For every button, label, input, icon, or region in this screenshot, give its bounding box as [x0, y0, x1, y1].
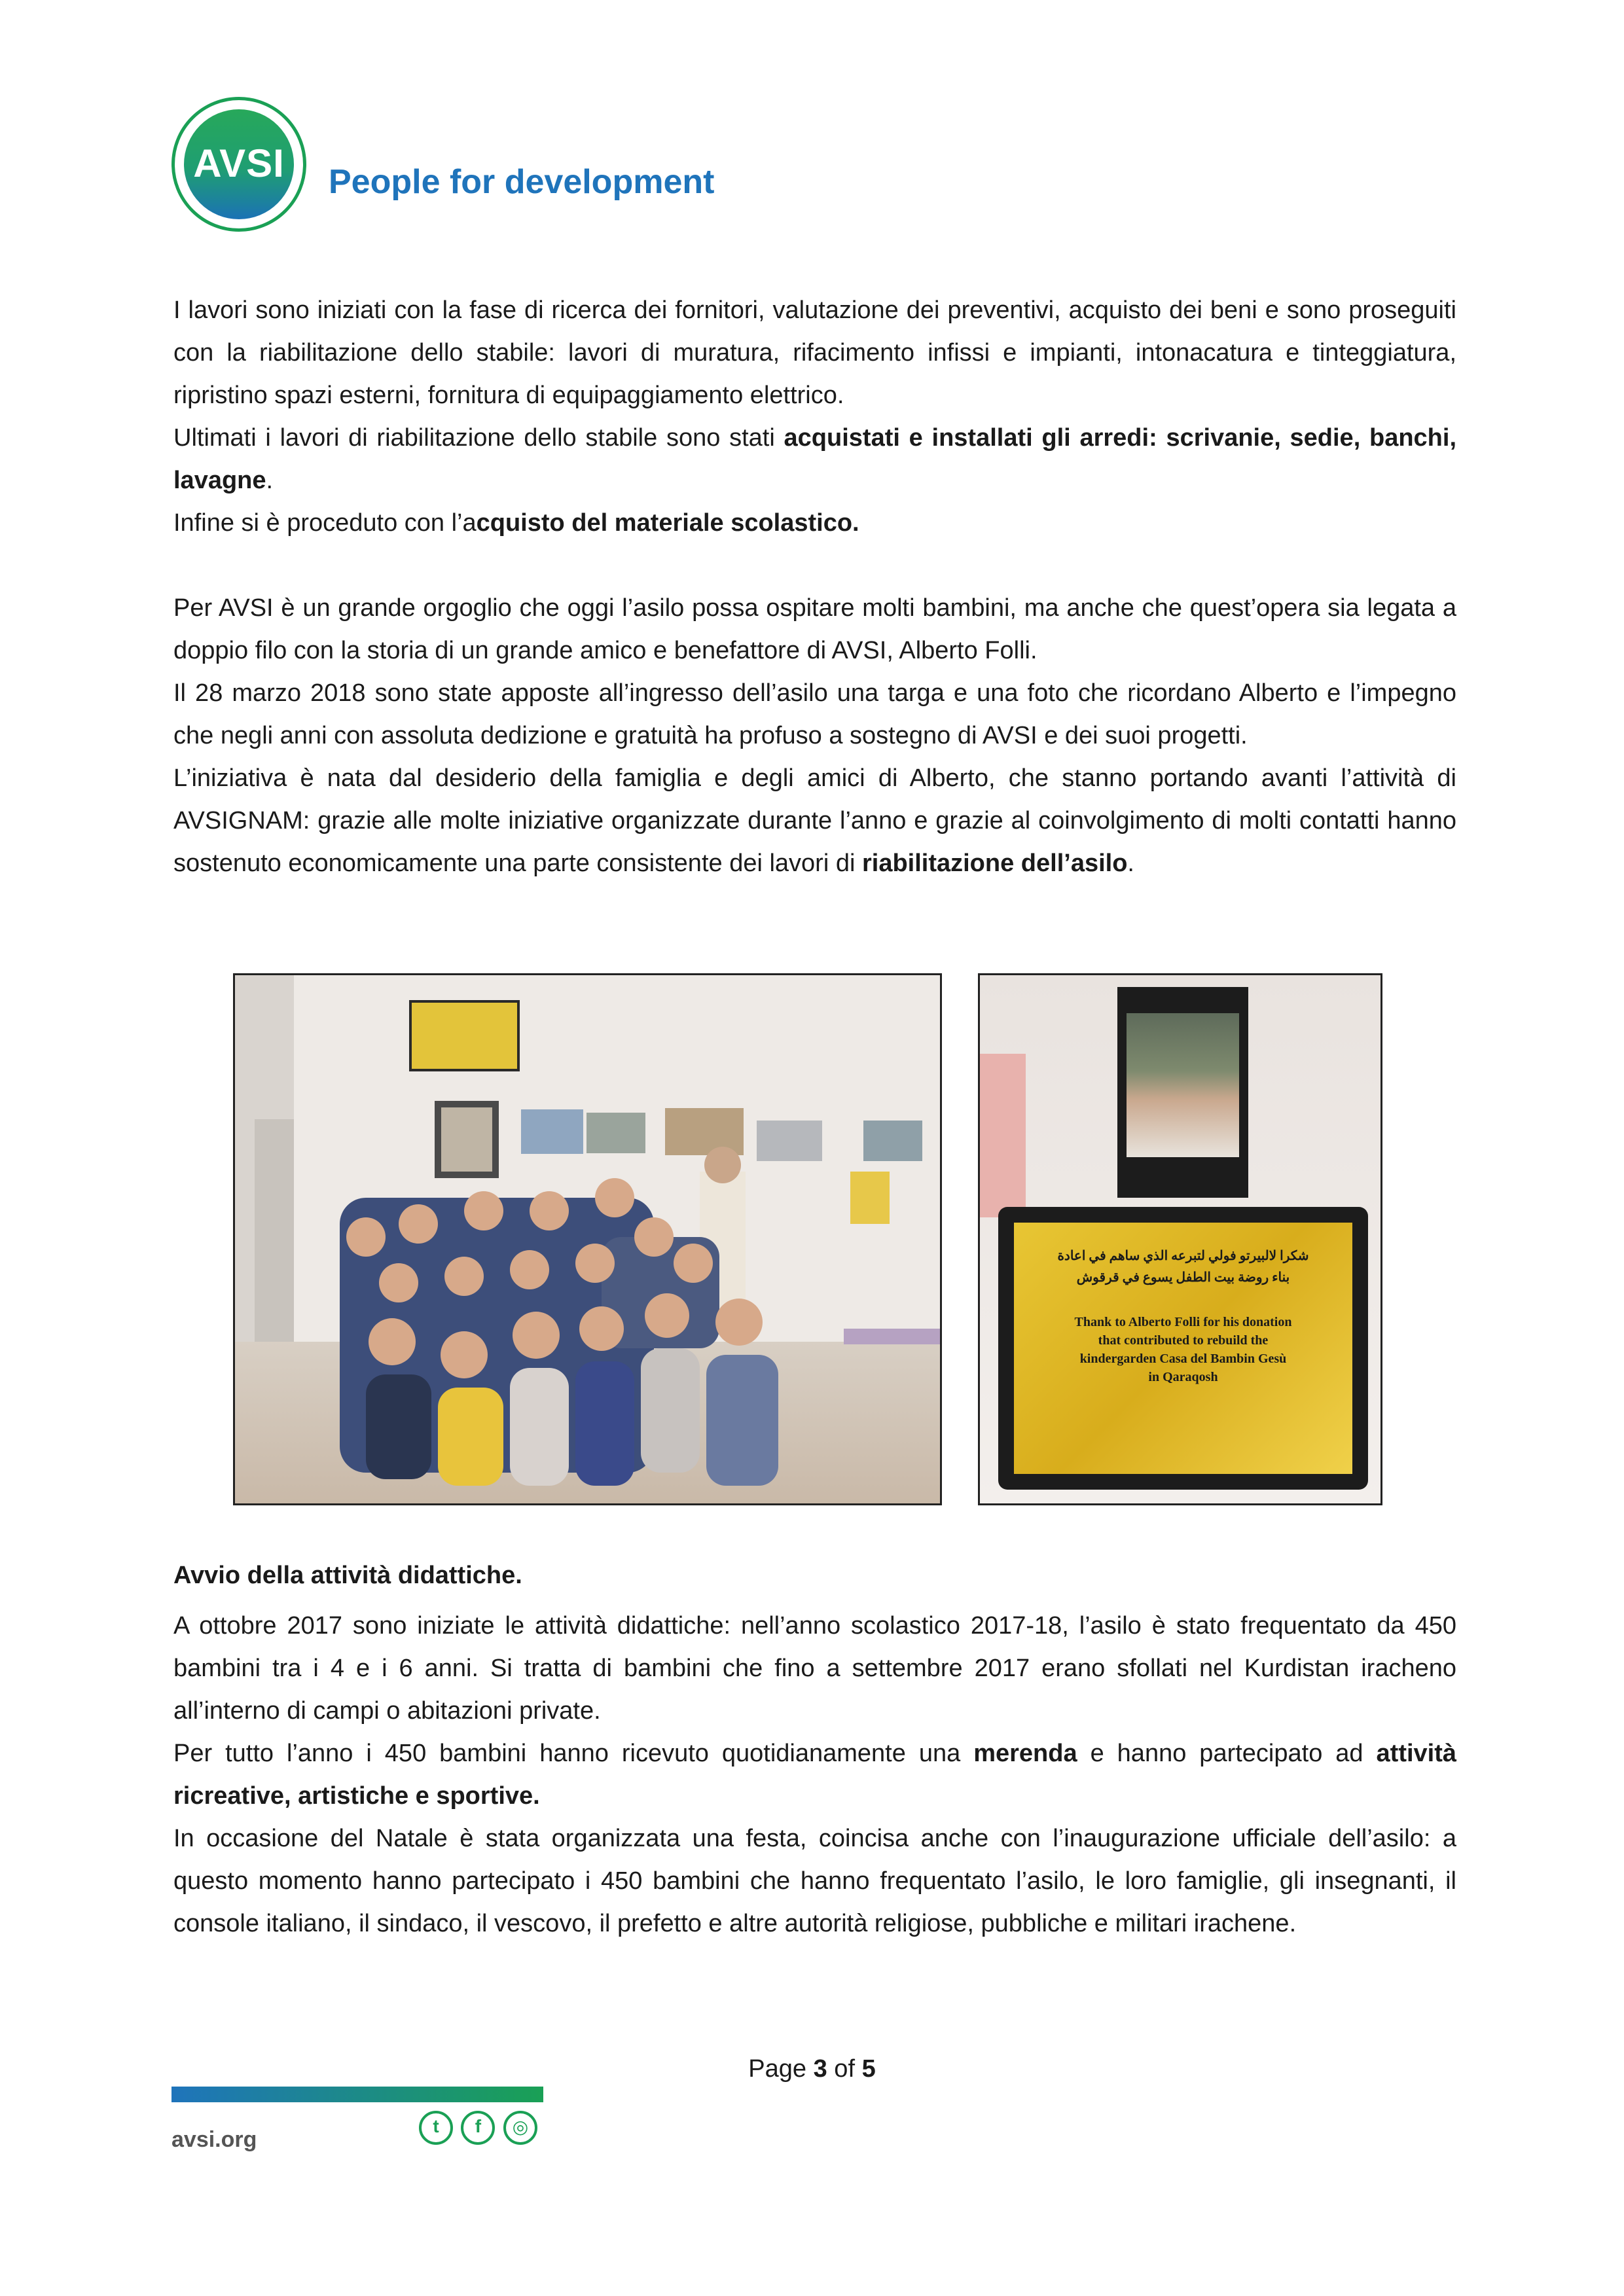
facebook-icon[interactable]: f — [461, 2111, 495, 2145]
plaque-arabic-1: شكرا لالبيرتو فولي لتبرعه الذي ساهم في اعادة — [1057, 1249, 1309, 1263]
page-number: Page 3 of 5 — [748, 2055, 876, 2083]
folli-paragraph-2: Il 28 marzo 2018 sono state apposte all’ingresso dell’asilo una targa e una foto che ricordano Alberto e l’impegno che negli anni con assoluta dedizione e gratuità ha profuso a sostegno di AVSI e dei suoi progetti. — [173, 679, 1456, 749]
didattica-section — [173, 1605, 1456, 1945]
children-group-photo — [233, 973, 942, 1505]
twitter-icon[interactable]: t — [419, 2111, 453, 2145]
portrait-frame — [1117, 987, 1248, 1198]
plaque-arabic-2: بناء روضة بيت الطفل يسوع في قرقوش — [1076, 1270, 1290, 1285]
logo-circle — [171, 97, 306, 232]
plaque-english: Thank to Alberto Folli for his donation that contributed to rebuild the kindergarden Casa del Bambin Gesù in Qaraqosh — [1074, 1315, 1292, 1384]
intro-paragraph-3: Infine si è proceduto con l’acquisto del materiale scolastico. — [173, 509, 859, 537]
section-heading: Avvio della attività didattiche. — [173, 1562, 522, 1589]
didattica-paragraph-3: In occasione del Natale è stata organizzata una festa, coincisa anche con l’inaugurazione ufficiale dell’asilo: a questo momento hanno partecipato i 450 bambini che hanno frequentato l’asilo, le loro famiglie, gli insegnanti, il console italiano, il sindaco, il vescovo, il prefetto e altre autorità religiose, pubbliche e militari irachene. — [173, 1825, 1456, 1937]
intro-paragraph-2: Ultimati i lavori di riabilitazione dello stabile sono stati acquistati e installati gli arredi: scrivanie, sedie, banchi, lavagne. — [173, 424, 1456, 494]
social-icons — [419, 2111, 543, 2145]
didattica-paragraph-2: Per tutto l’anno i 450 bambini hanno ricevuto quotidianamente una merenda e hanno partecipato ad attività ricreative, artistiche e sportive. — [173, 1740, 1457, 1810]
instagram-icon[interactable]: ◎ — [503, 2111, 537, 2145]
logo-text: AVSI — [193, 141, 285, 185]
intro-paragraph-1: I lavori sono iniziati con la fase di ricerca dei fornitori, valutazione dei preventivi, acquisto dei beni e sono proseguiti con la riabilitazione dello stabile: lavori di muratura, rifacimento infissi e impianti, intonacatura e tinteggiatura, ripristino spazi esterni, fornitura di equipaggiamento elettrico. — [173, 296, 1456, 409]
footer-url[interactable]: avsi.org — [171, 2127, 257, 2152]
folli-paragraph-1: Per AVSI è un grande orgoglio che oggi l’asilo possa ospitare molti bambini, ma anche che quest’opera sia legata a doppio filo con la storia di un grande amico e benefattore di AVSI, Alberto Folli. — [173, 594, 1456, 664]
plaque-photo — [978, 973, 1382, 1505]
intro-section — [173, 289, 1456, 545]
plaque-frame — [998, 1207, 1368, 1490]
didattica-paragraph-1: A ottobre 2017 sono iniziate le attività didattiche: nell’anno scolastico 2017-18, l’asilo è stato frequentato da 450 bambini tra i 4 e i 6 anni. Si tratta di bambini che fino a settembre 2017 erano sfollati nel Kurdistan iracheno all’interno di campi o abitazioni private. — [173, 1612, 1456, 1725]
footer-bar — [171, 2087, 543, 2102]
folli-paragraph-3: L’iniziativa è nata dal desiderio della famiglia e degli amici di Alberto, che stanno portando avanti l’attività di AVSIGNAM: grazie alle molte iniziative organizzate durante l’anno e grazie al coinvolgimento di molti contatti hanno sostenuto economicamente una parte consistente dei lavori di riabilitazione dell’asilo. — [173, 764, 1456, 877]
logo-tagline: People for development — [329, 163, 715, 201]
folli-section — [173, 587, 1456, 885]
